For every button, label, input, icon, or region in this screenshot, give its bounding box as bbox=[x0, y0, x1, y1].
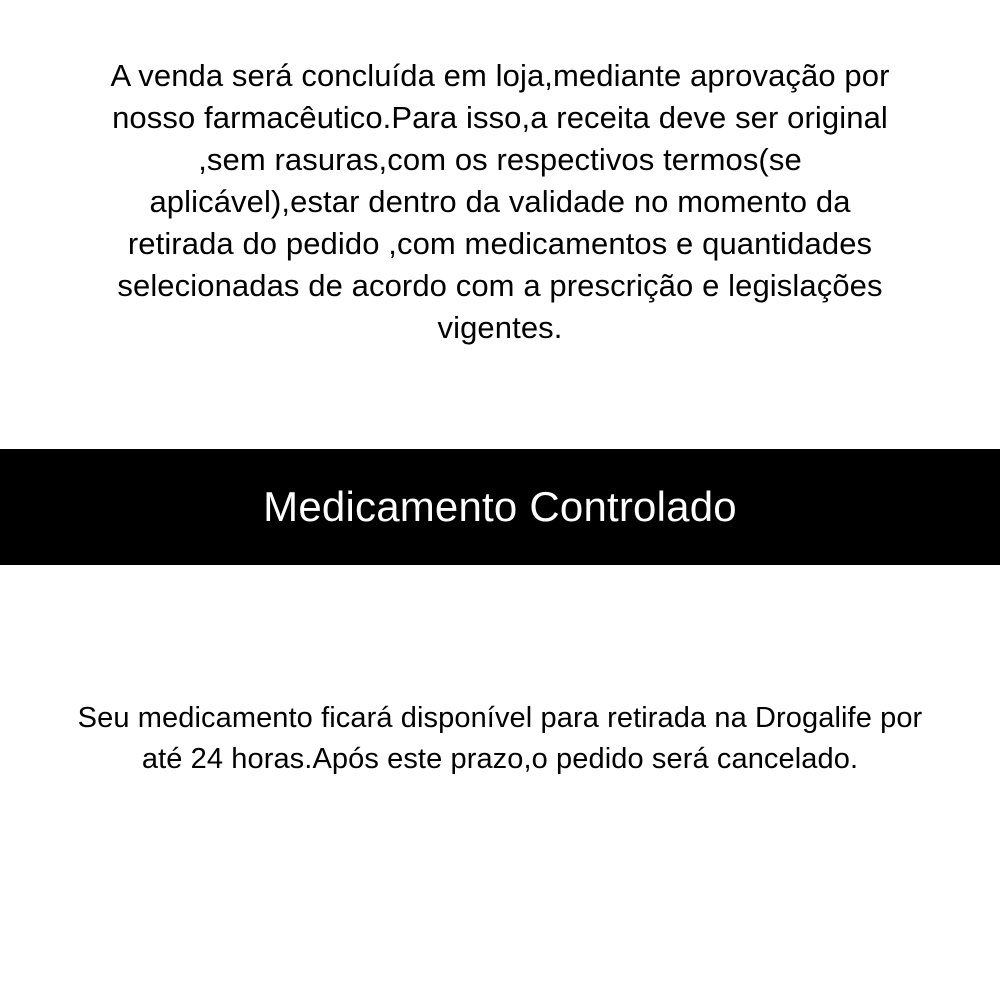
banner-title: Medicamento Controlado bbox=[263, 483, 737, 530]
controlled-medicine-banner bbox=[0, 449, 1000, 565]
footer-note-paragraph: Seu medicamento ficará disponível para retirada na Drogalife por até 24 horas.Após este prazo,o pedido será cancelado. bbox=[77, 702, 923, 775]
notice-paragraph: A venda será concluída em loja,mediante aprovação por nosso farmacêutico.Para isso,a receita deve ser original ,sem rasuras,com os respectivos termos(se aplicável),estar dentro da validade no momento da retirada do pedido ,com medicamentos e quantidades selecionadas de acordo com a prescrição e legislações vigentes. bbox=[110, 58, 890, 345]
footer-note-section bbox=[0, 565, 1000, 780]
notice-section bbox=[0, 0, 1000, 349]
